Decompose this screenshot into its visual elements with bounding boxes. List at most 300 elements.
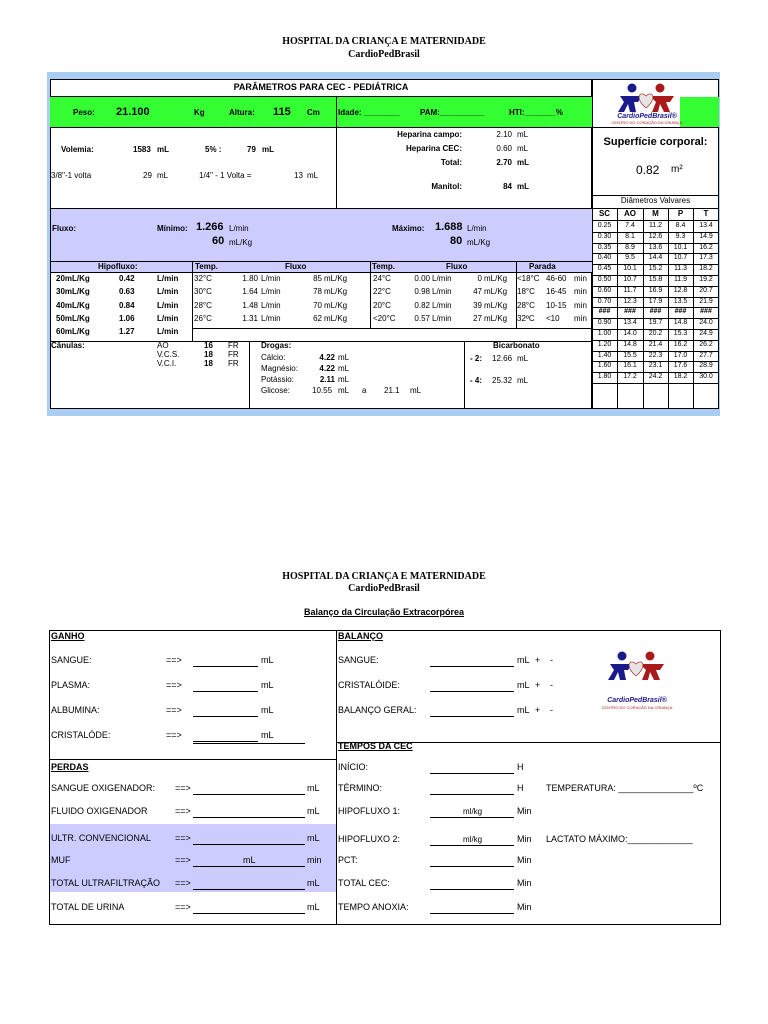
perdas-input-line[interactable]	[193, 866, 305, 867]
valve-cell: 0.70	[597, 297, 612, 305]
valve-cell: 12.6	[648, 232, 663, 240]
temp2-cell: 24°C	[373, 274, 391, 283]
max-value: 1.688	[435, 221, 463, 233]
tempos-label: HIPOFLUXO 2:	[338, 834, 401, 844]
perdas-label: SANGUE OXIGENADOR:	[51, 783, 156, 793]
valve-cell: 14.8	[673, 319, 688, 327]
parada-temp: <18°C	[517, 274, 540, 283]
tempos-input-line[interactable]	[430, 845, 514, 846]
perdas-input-line[interactable]	[193, 844, 305, 845]
valve-cell: 14.8	[623, 340, 637, 348]
droga-value: 4.22	[319, 353, 335, 362]
temp-cell: 30°C	[194, 287, 212, 297]
bicarbonato-label: Bicarbonato	[493, 341, 540, 350]
temp-lmin: 1.48	[242, 300, 258, 310]
valve-header-cell: SC	[598, 209, 611, 218]
perdas-unit: mL	[307, 806, 320, 816]
parada-unit: min	[574, 287, 587, 297]
fluxo-label: Fluxo:	[52, 224, 76, 233]
tubo1-unit: mL	[157, 171, 169, 180]
tubo2-unit: mL	[307, 171, 319, 180]
glicose-value-1: 10.55	[312, 386, 333, 395]
drogas-label: Drogas:	[261, 341, 292, 350]
balanco-plus: +	[535, 705, 541, 715]
valve-cell: 13.5	[673, 297, 688, 305]
temp-mlkg-unit: mL/Kg	[324, 300, 348, 310]
valve-cell: 1.60	[597, 362, 612, 370]
ganho-input-line[interactable]	[193, 716, 258, 717]
valve-cell: 14.0	[623, 330, 637, 337]
valve-grid-line	[592, 208, 719, 209]
balanco-unit: mL	[517, 655, 530, 665]
brand-subtitle: CardioPedBrasil	[348, 49, 420, 60]
bic-2-label: - 2:	[470, 354, 482, 363]
bic-4-value: 25.32	[492, 376, 513, 385]
temp-header-2: Temp.	[372, 262, 395, 271]
ganho-arrow: ==>	[166, 680, 182, 690]
canula-name: V.C.I.	[157, 359, 177, 368]
temp2-lmin: 0.57	[414, 313, 430, 323]
balance-title: Balanço da Circulação Extracorpórea	[303, 607, 465, 617]
total-unit: mL	[517, 158, 529, 167]
balanco-input-line[interactable]	[430, 691, 514, 692]
valve-cell: 0.30	[597, 232, 612, 240]
valve-cell: 0.50	[597, 276, 612, 283]
valve-cell: 17.2	[623, 373, 637, 381]
parada-value: <10	[546, 313, 560, 323]
parameters-title: PARÂMETROS PARA CEC - PEDIÁTRICA	[233, 82, 409, 92]
tempos-unit: Min	[517, 834, 532, 844]
ganho-total-line[interactable]	[193, 743, 305, 744]
parada-value: 10-15	[546, 300, 567, 310]
tubo2-value: 13	[294, 171, 303, 180]
perdas-title: PERDAS	[51, 762, 89, 772]
valve-cell: 15.3	[673, 330, 688, 337]
tempos-input-line[interactable]	[430, 817, 514, 818]
valve-cell: 17.6	[673, 362, 688, 370]
idade-field[interactable]: Idade: ________	[338, 108, 400, 117]
droga-unit: mL	[338, 364, 350, 373]
valve-cell: 24.9	[699, 330, 713, 337]
droga-unit: mL	[338, 375, 350, 384]
temp-lmin: 1.64	[242, 287, 258, 297]
tempos-label: TÉRMINO:	[338, 783, 382, 793]
fluxo-header-1: Fluxo	[285, 262, 307, 271]
temp2-lmin-unit: L/min	[432, 287, 452, 297]
balanco-unit: mL	[517, 680, 530, 690]
canula-unit: FR	[228, 341, 239, 350]
valve-cell: 18.2	[699, 265, 713, 273]
ganho-arrow: ==>	[166, 655, 182, 665]
temp-lmin: 1.80	[242, 274, 258, 283]
temp-mlkg: 78	[313, 287, 322, 297]
tempos-input-line[interactable]	[430, 794, 514, 795]
valve-cell: 26.2	[699, 340, 713, 348]
hipo-row-label: 50mL/Kg	[56, 313, 90, 323]
ganho-unit: mL	[261, 680, 274, 690]
valve-cell: 12.3	[623, 297, 637, 305]
valve-cell: 0.45	[597, 265, 612, 273]
logo-tagline: CENTRO DO CORAÇÃO DA CRIANÇA	[611, 120, 683, 125]
perdas-arrow: ==>	[175, 833, 191, 843]
temp2-mlkg: 0	[477, 274, 482, 283]
ganho-label: ALBUMINA:	[51, 705, 100, 715]
balanco-unit: mL	[517, 705, 530, 715]
temp2-mlkg-unit: mL/Kg	[484, 287, 508, 297]
tubo1-label: 3/8"-1 volta	[51, 171, 92, 180]
hep-campo-label: Heparina campo:	[397, 130, 462, 139]
volemia-value: 1583	[133, 145, 151, 154]
droga-name: Magnésio:	[261, 364, 298, 373]
hep-cec-label: Heparina CEC:	[405, 144, 462, 153]
canula-unit: FR	[228, 359, 239, 368]
hipo-row-unit: L/min	[157, 313, 179, 323]
glicose-unit-2: mL	[410, 386, 422, 395]
valve-cell: 14.4	[648, 254, 663, 262]
valve-cell: 16.9	[648, 286, 663, 294]
valve-cell: ###	[598, 308, 611, 316]
temp-mlkg-unit: mL/Kg	[324, 274, 348, 283]
max-label: Máximo:	[392, 224, 425, 233]
canula-value: 18	[204, 350, 213, 359]
temp-lmin-unit: L/min	[261, 313, 281, 323]
valve-cell: 1.20	[597, 340, 612, 348]
ganho-input-line[interactable]	[193, 666, 258, 667]
temp2-lmin: 0.82	[414, 300, 430, 310]
ganho-label: SANGUE:	[51, 655, 92, 665]
canula-name: V.C.S.	[157, 350, 180, 359]
pct-label: 5% :	[205, 145, 222, 154]
canula-value: 16	[204, 341, 213, 350]
perdas-mid-unit: mL	[243, 855, 256, 865]
temp-mlkg-unit: mL/Kg	[324, 313, 348, 323]
peso-value[interactable]: 21.100	[116, 106, 150, 118]
valve-header-cell: AO	[624, 209, 636, 218]
valve-cell: 14.9	[699, 232, 713, 240]
valve-cell: 15.2	[648, 265, 663, 273]
valve-cell: 24.2	[648, 373, 663, 381]
valve-cell: 0.35	[597, 243, 612, 251]
valve-cell: 16.1	[623, 362, 637, 370]
temp-mlkg-unit: mL/Kg	[324, 287, 348, 297]
tempos-input-line[interactable]	[430, 866, 514, 867]
manitol-unit: mL	[517, 182, 529, 191]
balanco-plus: +	[535, 680, 541, 690]
valve-cell: 27.7	[699, 351, 713, 359]
valve-cell: 21.4	[648, 340, 663, 348]
valve-cell: 9.3	[675, 232, 686, 240]
tempos-unit: Min	[517, 878, 532, 888]
balanco-minus: -	[550, 680, 553, 690]
tempos-label: INÍCIO:	[338, 762, 369, 772]
min-value-mlkg: 60	[212, 235, 225, 247]
valve-cell: 0.25	[597, 222, 612, 229]
temp2-lmin-unit: L/min	[432, 274, 452, 283]
parada-temp: 28°C	[517, 300, 535, 310]
max-unit-mlkg: mL/Kg	[467, 238, 491, 247]
valve-grid-col	[643, 208, 644, 409]
tempos-input-line[interactable]	[430, 889, 514, 890]
total-value: 2.70	[496, 158, 512, 167]
hipo-row-value: 0.63	[119, 287, 135, 297]
valve-cell: 11.9	[673, 276, 688, 283]
temperatura-field[interactable]: TEMPERATURA: _______________ºC	[546, 783, 704, 793]
valve-grid-line	[592, 383, 719, 384]
valve-cell: 11.3	[673, 265, 688, 273]
tempos-unit: Min	[517, 902, 532, 912]
canulas-label: Cânulas:	[51, 341, 85, 350]
altura-unit: Cm	[307, 108, 320, 117]
temp2-lmin: 0.98	[414, 287, 430, 297]
droga-value: 4.22	[319, 364, 335, 373]
valve-cell: 11.2	[648, 222, 663, 229]
tempos-label: TEMPO ANOXIA:	[338, 902, 409, 912]
temp-lmin: 1.31	[242, 313, 258, 323]
droga-value: 2.11	[319, 375, 335, 384]
tubo2-label: 1/4" - 1 Volta =	[199, 171, 252, 180]
valve-cell: 28.9	[699, 362, 713, 370]
temp2-mlkg-unit: mL/Kg	[484, 274, 508, 283]
canula-name: AO	[157, 341, 169, 350]
bic-2-unit: mL	[517, 354, 529, 363]
tempos-unit: Min	[517, 855, 532, 865]
valve-header-cell: M	[652, 209, 659, 218]
valve-cell: 19.7	[648, 319, 663, 327]
valve-cell: ###	[674, 308, 687, 316]
tempos-unit: H	[517, 783, 524, 793]
balanco-label: BALANÇO GERAL:	[338, 705, 417, 715]
valve-cell: 21.9	[699, 297, 713, 305]
valve-grid-col	[693, 208, 694, 409]
canula-unit: FR	[228, 350, 239, 359]
tempos-unit: Min	[517, 806, 532, 816]
temp-lmin-unit: L/min	[261, 287, 281, 297]
logo-tagline-2: CENTRO DO CORAÇÃO DA CRIANÇA	[601, 705, 673, 710]
tempos-mid-unit: ml/kg	[463, 835, 483, 844]
lactato-field[interactable]: LACTATO MÁXIMO:_____________	[546, 834, 693, 844]
perdas-unit: mL	[307, 833, 320, 843]
valve-cell: 17.0	[673, 351, 688, 359]
tempos-title: TEMPOS DA CEC	[338, 741, 413, 751]
valve-grid-col	[617, 208, 618, 409]
balanco-minus: -	[550, 705, 553, 715]
volemia-unit: mL	[157, 145, 169, 154]
perdas-input-line[interactable]	[193, 913, 305, 914]
perdas-arrow: ==>	[175, 855, 191, 865]
temp2-mlkg-unit: mL/Kg	[484, 300, 508, 310]
parada-unit: min	[574, 274, 587, 283]
temp2-cell: 20°C	[373, 300, 391, 310]
temp2-lmin: 0.00	[414, 274, 430, 283]
valve-cell: 18.2	[673, 373, 688, 381]
valve-cell: 10.7	[673, 254, 688, 262]
hipo-row-value: 0.42	[119, 274, 135, 283]
valve-cell: 0.60	[597, 286, 612, 294]
glicose-unit-1: mL	[338, 386, 350, 395]
valve-cell: 16.2	[699, 243, 713, 251]
valve-cell: 11.7	[623, 286, 637, 294]
superficie-value: 0.82	[636, 163, 660, 177]
superficie-unit: m²	[671, 164, 683, 175]
logo-name: CardioPedBrasil®	[617, 113, 677, 120]
tempos-input-line[interactable]	[430, 773, 514, 774]
altura-label: Altura:	[229, 108, 255, 117]
cardiopedbrasil-logo-2	[602, 650, 672, 694]
tubo1-value: 29	[143, 171, 152, 180]
valve-cell: 0.90	[597, 319, 612, 327]
valve-cell: 1.80	[597, 373, 612, 381]
balanco-label: SANGUE:	[338, 655, 379, 665]
hipo-row-label: 20mL/Kg	[56, 274, 90, 283]
temp2-mlkg-unit: mL/Kg	[484, 313, 508, 323]
perdas-label: ULTR. CONVENCIONAL	[51, 833, 151, 843]
perdas-unit: mL	[307, 783, 320, 793]
pct-value: 79	[247, 145, 256, 154]
manitol-label: Manitol:	[431, 182, 462, 191]
hti-field[interactable]: HTI:_______%	[509, 108, 563, 117]
valve-cell: 17.9	[648, 297, 663, 305]
pam-field[interactable]: PAM:__________	[420, 108, 485, 117]
kids-heart-icon-2	[602, 650, 672, 694]
temp2-mlkg: 47	[473, 287, 482, 297]
droga-name: Potássio:	[261, 375, 294, 384]
ganho-label: CRISTALÓDE:	[51, 730, 111, 740]
ganho-title: GANHO	[51, 631, 85, 641]
ganho-arrow: ==>	[166, 705, 182, 715]
valve-cell: 9.5	[625, 254, 635, 262]
parada-temp: 18°C	[517, 287, 535, 297]
perdas-arrow: ==>	[175, 783, 191, 793]
perdas-arrow: ==>	[175, 902, 191, 912]
temp2-lmin-unit: L/min	[432, 300, 452, 310]
balanco-input-line[interactable]	[430, 716, 514, 717]
brand-subtitle-2: CardioPedBrasil	[348, 583, 420, 594]
valve-cell: 1.40	[597, 351, 612, 359]
valve-cell: 10.1	[623, 265, 637, 273]
tempos-mid-unit: ml/kg	[463, 807, 483, 816]
ganho-input-line[interactable]	[193, 741, 258, 742]
canula-value: 18	[204, 359, 213, 368]
valve-cell: 15.8	[648, 276, 663, 283]
parada-unit: min	[574, 313, 587, 323]
valve-cell: 1.00	[597, 330, 612, 337]
valve-cell: 17.3	[699, 254, 713, 262]
temp2-lmin-unit: L/min	[432, 313, 452, 323]
peso-unit: Kg	[194, 108, 205, 117]
parada-temp: 32ºC	[517, 313, 535, 323]
perdas-arrow: ==>	[175, 806, 191, 816]
min-label: Mínimo:	[157, 224, 188, 233]
valve-cell: 10.7	[623, 276, 637, 283]
valve-cell: 19.2	[699, 276, 713, 283]
min-unit-mlkg: mL/Kg	[229, 238, 253, 247]
parada-unit: min	[574, 300, 587, 310]
valve-cell: 10.1	[673, 243, 688, 251]
hep-cec-value: 0.60	[496, 144, 512, 153]
temp-mlkg: 85	[313, 274, 322, 283]
hep-campo-value: 2.10	[496, 130, 512, 139]
glicose-a: a	[362, 386, 367, 395]
valve-cell: 13.6	[648, 243, 663, 251]
valve-table-title: Diâmetros Valvares	[620, 196, 691, 205]
perdas-unit: mL	[307, 902, 320, 912]
balanco-plus: +	[535, 655, 541, 665]
parada-value: 16-45	[546, 287, 567, 297]
temp-lmin-unit: L/min	[261, 274, 281, 283]
parada-header: Parada	[529, 262, 556, 271]
temp2-mlkg: 39	[473, 300, 482, 310]
valve-cell: 15.5	[623, 351, 637, 359]
temp-lmin-unit: L/min	[261, 300, 281, 310]
temp-mlkg: 62	[313, 313, 322, 323]
hep-cec-unit: mL	[517, 144, 529, 153]
perdas-label: TOTAL DE URINA	[51, 902, 125, 912]
max-value-mlkg: 80	[450, 235, 463, 247]
valve-grid-col	[668, 208, 669, 409]
peso-label: Peso:	[73, 108, 95, 117]
superficie-label: Superfície corporal:	[603, 136, 708, 148]
min-unit: L/min	[229, 224, 249, 233]
valve-cell: 7.4	[625, 222, 635, 229]
perdas-input-line[interactable]	[193, 817, 305, 818]
perdas-input-line[interactable]	[193, 889, 305, 890]
balanco-input-line[interactable]	[430, 666, 514, 667]
temp-mlkg: 70	[313, 300, 322, 310]
ganho-unit: mL	[261, 655, 274, 665]
perdas-arrow: ==>	[175, 878, 191, 888]
temp2-cell: 22°C	[373, 287, 391, 297]
perdas-unit: min	[307, 855, 322, 865]
fluxo-section	[51, 209, 592, 261]
balanco-label: CRISTALÓIDE:	[338, 680, 400, 690]
tempos-input-line[interactable]	[430, 913, 514, 914]
temp-header-1: Temp.	[195, 262, 218, 271]
logo-name-2: CardioPedBrasil®	[607, 697, 667, 704]
valve-cell: 12.8	[673, 286, 688, 294]
perdas-label: FLUIDO OXIGENADOR	[51, 806, 148, 816]
valve-cell: 16.2	[673, 340, 688, 348]
bic-2-value: 12.66	[492, 354, 513, 363]
hipo-row-value: 0.84	[119, 300, 135, 310]
total-label: Total:	[440, 158, 462, 167]
ganho-input-line[interactable]	[193, 691, 258, 692]
valve-grid-line	[592, 220, 719, 221]
volemia-label: Volemia:	[61, 145, 94, 154]
altura-value[interactable]: 115	[273, 106, 291, 118]
hipo-row-value: 1.06	[119, 313, 135, 323]
valve-cell: 13.4	[699, 222, 713, 229]
perdas-label: TOTAL ULTRAFILTRAÇÃO	[51, 878, 161, 888]
valve-cell: 20.2	[648, 330, 663, 337]
temp2-mlkg: 27	[473, 313, 482, 323]
hospital-title-2: HOSPITAL DA CRIANÇA E MATERNIDADE	[282, 571, 486, 582]
tempos-label: HIPOFLUXO 1:	[338, 806, 401, 816]
hipo-row-label: 30mL/Kg	[56, 287, 90, 297]
valve-cell: ###	[624, 308, 636, 316]
hospital-title: HOSPITAL DA CRIANÇA E MATERNIDADE	[282, 36, 486, 47]
temp-cell: 32°C	[194, 274, 212, 283]
perdas-unit: mL	[307, 878, 320, 888]
bic-4-label: - 4:	[470, 376, 482, 385]
valve-cell: 0.40	[597, 254, 612, 262]
hipo-row-label: 40mL/Kg	[56, 300, 90, 310]
hipo-header: Hipofluxo:	[98, 262, 138, 271]
valve-cell: 8.9	[625, 243, 635, 251]
perdas-input-line[interactable]	[193, 794, 305, 795]
hipo-row-value: 1.27	[119, 327, 135, 337]
tempos-label: PCT:	[338, 855, 358, 865]
valve-cell: 30.0	[699, 373, 713, 381]
